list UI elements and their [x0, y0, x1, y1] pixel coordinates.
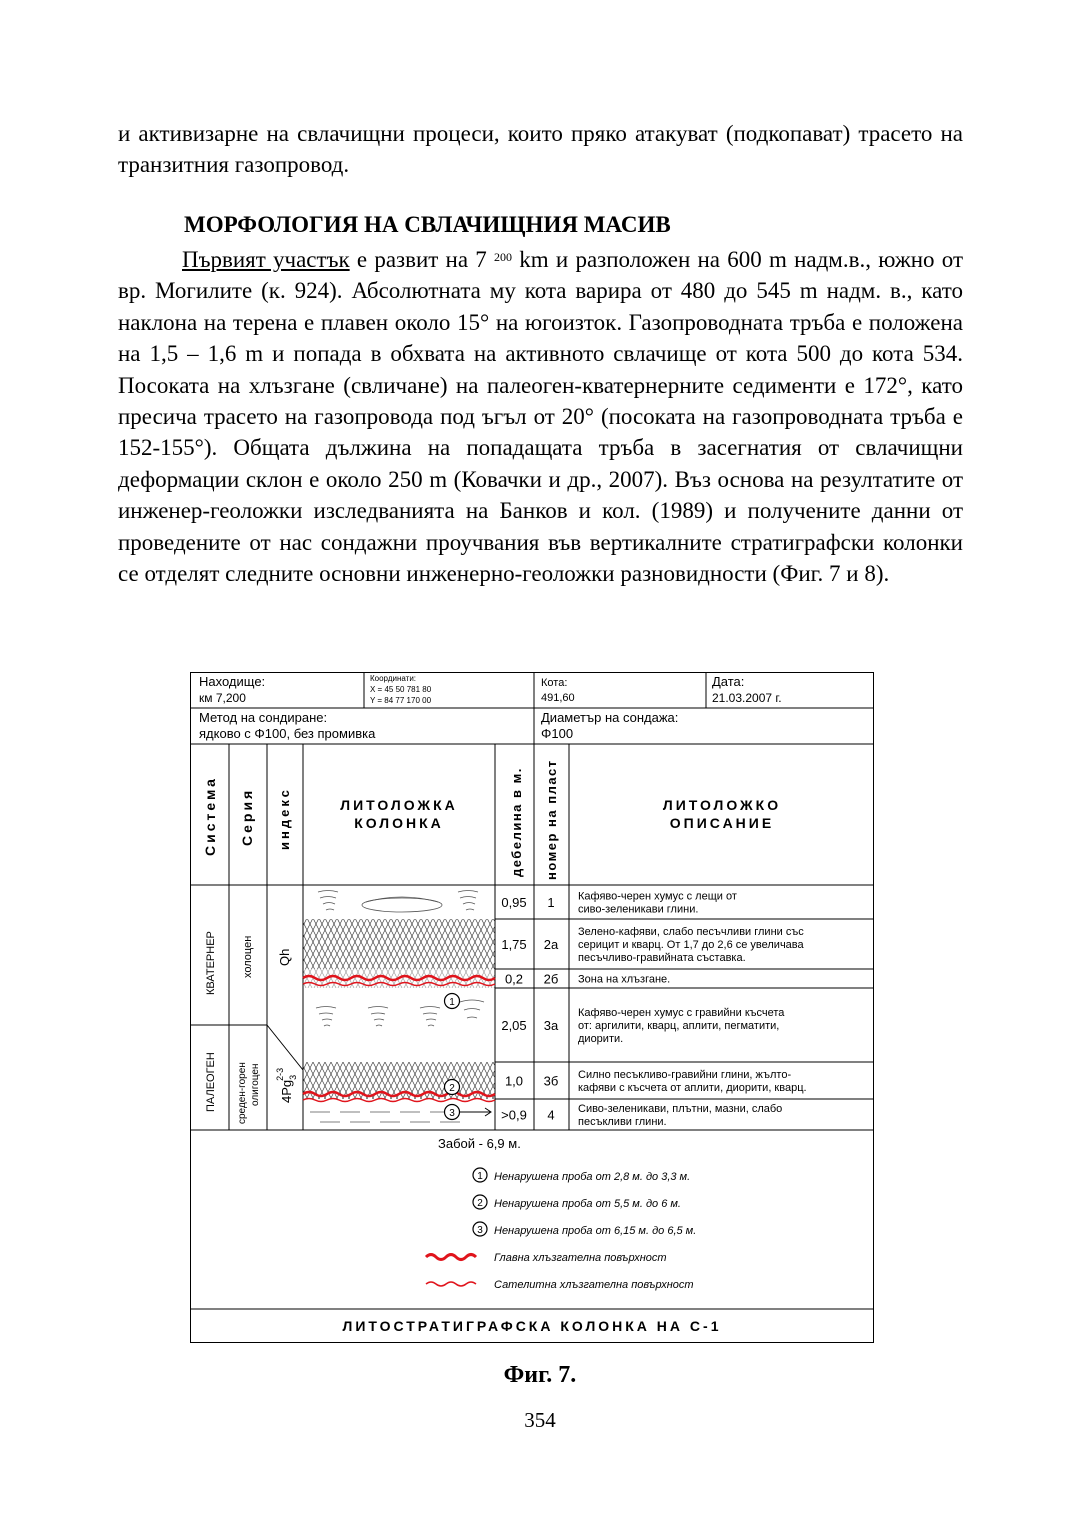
coord-x: X = 45 50 781 80 — [370, 685, 432, 694]
elevation-value: 491,60 — [541, 692, 575, 704]
system-paleogene: ПАЛЕОГЕН — [205, 1052, 217, 1112]
svg-text:2: 2 — [449, 1083, 455, 1094]
legend-item-2 — [473, 1195, 681, 1210]
layer-description-line: сиво-зеленикави глини. — [578, 903, 699, 916]
svg-text:Главна хлъзгателна повърхност: Главна хлъзгателна повърхност — [494, 1252, 667, 1264]
layer-description-line: Зона на хлъзгане. — [578, 973, 671, 986]
humus-symbols-1 — [318, 891, 478, 913]
main-slip-swatch — [426, 1255, 476, 1260]
layer-description-line: от: аргилити, кварц, аплити, пегматити, — [578, 1020, 780, 1032]
col-layer-number: номер на пласт — [544, 759, 559, 880]
para-part1: е развит на 7 — [349, 247, 495, 272]
elevation-label: Кота: — [541, 677, 568, 689]
diameter-label: Диаметър на сондажа: — [541, 710, 679, 725]
legend-item-1 — [473, 1168, 690, 1183]
litho-figure — [190, 672, 874, 1343]
clay-hatch-2a — [303, 919, 495, 969]
layer-number: 2а — [543, 937, 559, 952]
svg-text:4Pg32-3 — [275, 1068, 298, 1103]
index-pg-sub: 3 — [288, 1074, 298, 1080]
layer-thickness: 1,0 — [504, 1073, 524, 1089]
layer-description-line: Зелено-кафяви, слабо песъчливи глини със — [578, 926, 804, 938]
col-litho-desc-2: ОПИСАНИЕ — [669, 815, 775, 831]
location-value: км 7,200 — [199, 691, 246, 705]
date-value: 21.03.2007 г. — [712, 691, 782, 705]
intro-text: и активизарне на свлачищни процеси, които пряко атакуват (подкопават) трасето на транзитния газопровод. — [118, 121, 963, 178]
layer-number: 4 — [547, 1107, 555, 1123]
layer-description-line: песъчливо-гравийната съставка. — [578, 952, 746, 964]
coords-label: Координати: — [370, 674, 417, 683]
svg-text:Сателитна хлъзгателна повърхно: Сателитна хлъзгателна повърхност — [494, 1279, 694, 1291]
layer-description-line: кафяви с късчета от аплити, диорити, кварц. — [578, 1082, 807, 1094]
layer-thickness: >0,9 — [501, 1107, 527, 1123]
layer-number: 3б — [543, 1073, 559, 1089]
layer-description-line: песъкливи глини. — [578, 1116, 667, 1128]
index-qh: Qh — [277, 948, 292, 966]
svg-text:1: 1 — [449, 997, 455, 1008]
svg-text:Ненарушена проба от 5,5 м. до: Ненарушена проба от 5,5 м. до 6 м. — [494, 1198, 681, 1210]
legend-item-3 — [473, 1222, 696, 1237]
figure-title: ЛИТОСТРАТИГРАФСКА КОЛОНКА НА С-1 — [342, 1318, 722, 1334]
body-paragraph — [118, 244, 963, 589]
svg-text:Ненарушена проба от 6,15 м. до: Ненарушена проба от 6,15 м. до 6,5 м. — [494, 1225, 697, 1237]
layer-description-line: Кафяво-черен хумус с лещи от — [578, 890, 737, 903]
litho-figure-svg — [190, 672, 874, 1343]
series-oligocene-1: среден-горен — [237, 1062, 248, 1124]
sample-marker-3 — [445, 1105, 460, 1120]
layer-description-line: Кафяво-черен хумус с гравийни късчета — [578, 1007, 785, 1019]
layer-thickness: 0,95 — [501, 895, 527, 910]
coord-y: Y = 84 77 170 00 — [370, 696, 432, 705]
legend-item-main-slip — [426, 1252, 667, 1264]
intro-paragraph — [118, 118, 963, 181]
method-label: Метод на сондиране: — [199, 710, 328, 725]
col-litho-column-1: ЛИТОЛОЖКА — [340, 797, 458, 813]
svg-text:2: 2 — [477, 1198, 483, 1209]
layer-description-line: Сиво-зеленикави, плътни, мазни, слабо — [578, 1103, 783, 1115]
index-pg — [275, 1068, 298, 1103]
depth-arrow — [460, 1108, 491, 1116]
col-series: Серия — [239, 787, 255, 846]
satellite-slip-swatch — [426, 1282, 476, 1286]
layer-description-line: Силно песъкливо-гравийни глини, жълто- — [578, 1069, 792, 1081]
svg-text:3: 3 — [477, 1225, 483, 1236]
date-label: Дата: — [712, 674, 745, 689]
figure-caption: Фиг. 7. — [503, 1362, 577, 1388]
layer-description-line: диорити. — [578, 1033, 624, 1045]
section-heading: МОРФОЛОГИЯ НА СВЛАЧИЩНИЯ МАСИВ — [184, 212, 671, 237]
layer-number: 3а — [543, 1018, 559, 1033]
underlined-term: Първият участък — [182, 247, 350, 272]
superscript: 200 — [494, 250, 513, 264]
svg-text:Ненарушена проба от 2,8 м. до: Ненарушена проба от 2,8 м. до 3,3 м. — [494, 1171, 691, 1183]
index-pg-sup: 2-3 — [275, 1067, 285, 1081]
col-litho-desc-1: ЛИТОЛОЖКО — [662, 797, 782, 813]
legend — [426, 1168, 696, 1291]
lithology-column — [303, 891, 495, 1123]
system-quaternary: КВАТЕРНЕР — [205, 931, 217, 995]
sample-marker-1 — [445, 994, 460, 1009]
location-label: Находище: — [199, 674, 266, 689]
index-pg-main: 4Pg — [279, 1079, 294, 1103]
page-number: 354 — [524, 1408, 556, 1432]
layer-thickness: 1,75 — [501, 937, 527, 952]
method-value: ядково с Φ100, без промивка — [199, 726, 376, 741]
layer-thickness: 0,2 — [504, 971, 524, 987]
series-oligocene-2: олигоцен — [250, 1063, 261, 1106]
layer-number: 2б — [543, 971, 559, 987]
col-thickness: дебелина в м. — [509, 767, 524, 877]
layer-number: 1 — [547, 895, 555, 910]
para-part2: km и разположен на 600 m надм.в., южно от вр. Могилите (к. 924). Абсолютната му кота варира от 480 до 545 m надм. в., като наклона на терена е плавен около 15° на югоизток. Газопроводната тръба е положена на 1,5 – 1,6 m и попада в обхвата на активното свлачище от кота 500 до кота 534. Посоката на хлъзгане (свличане) на палеоген-кватернерните седименти е 172°, като пресича трасето на газопровода под ъгъл от 20° (посоката на газопроводната тръба е 152-155°). Общата дължина на попадащата тръба в засегнатия от свлачищни деформации склон е около 250 m (Ковачки и др., 2007). Въз основа на резултатите от инженер-геоложки изследванията на Банков и кол. (1989) и получените данни от проведените от нас сондажни проучвания във вертикалните стратиграфски колонки се отделят следните основни инженерно-геоложки разновидности (Фиг. 7 и 8). — [118, 247, 963, 587]
col-system: Система — [202, 776, 218, 856]
col-index: индекс — [277, 787, 292, 850]
series-holocene: холоцен — [242, 935, 254, 978]
diameter-value: Φ100 — [541, 726, 574, 741]
sample-marker-2 — [445, 1080, 460, 1095]
svg-text:1: 1 — [477, 1171, 483, 1182]
svg-text:3: 3 — [449, 1108, 455, 1119]
bottom-depth: Забой - 6,9 м. — [438, 1136, 521, 1151]
layer-rows — [501, 891, 806, 1129]
legend-item-satellite-slip — [426, 1279, 694, 1291]
col-litho-column-2: КОЛОНКА — [354, 815, 444, 831]
layer-description-line: серицит и кварц. От 1,7 до 2,6 се увеличава — [578, 939, 804, 951]
layer-thickness: 2,05 — [501, 1018, 527, 1033]
